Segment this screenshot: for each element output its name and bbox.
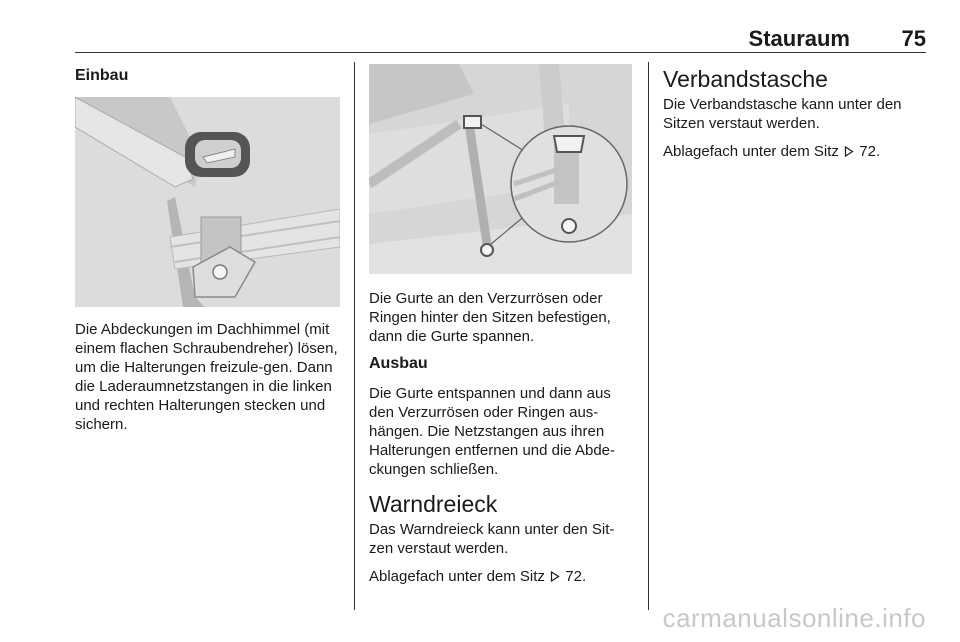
reference-arrow-icon <box>844 146 854 157</box>
page-number: 75 <box>901 26 926 51</box>
page-header <box>75 26 926 50</box>
reference-page: 72. <box>565 568 587 585</box>
column-divider-left <box>354 62 355 610</box>
section-title: Stauraum <box>748 26 850 51</box>
column-gurte <box>369 64 632 586</box>
watermark: carmanualsonline.info <box>662 603 926 633</box>
warndreieck-text: Das Warndreieck kann unter den Sit-zen verstaut werden. <box>369 521 615 557</box>
strap-anchor-illustration <box>369 64 632 274</box>
column-divider-right <box>648 62 649 610</box>
einbau-text: Die Abdeckungen im Dachhimmel (mit einem flachen Schraubendreher) lösen, um die Halterungen freizule-gen. Dann die Laderaumnetzstangen in die linken und rechten Halterungen stecken und sichern. <box>75 321 338 433</box>
column-einbau <box>75 64 340 434</box>
verbandstasche-heading: Verbandstasche <box>663 66 828 92</box>
gurte-text: Die Gurte an den Verzurrösen oder Ringen hinter den Sitzen befestigen, dann die Gurte spannen. <box>369 290 611 345</box>
warndreieck-reference[interactable] <box>369 567 632 586</box>
header-rule <box>75 52 926 53</box>
ausbau-heading: Ausbau <box>369 355 428 372</box>
verbandstasche-reference[interactable] <box>663 142 926 161</box>
roof-mount-illustration <box>75 97 340 307</box>
einbau-heading: Einbau <box>75 67 129 84</box>
ausbau-text: Die Gurte entspannen und dann aus den Verzurrösen oder Ringen aus-hängen. Die Netzstangen aus ihren Halterungen entfernen und die Abde-ckungen schließen. <box>369 385 616 478</box>
verbandstasche-text: Die Verbandstasche kann unter den Sitzen verstaut werden. <box>663 96 902 132</box>
column-verbandstasche <box>663 64 926 161</box>
warndreieck-heading: Warndreieck <box>369 491 498 517</box>
reference-label: Ablagefach unter dem Sitz <box>663 143 839 160</box>
reference-arrow-icon <box>550 571 560 582</box>
reference-label: Ablagefach unter dem Sitz <box>369 568 545 585</box>
reference-page: 72. <box>859 143 881 160</box>
